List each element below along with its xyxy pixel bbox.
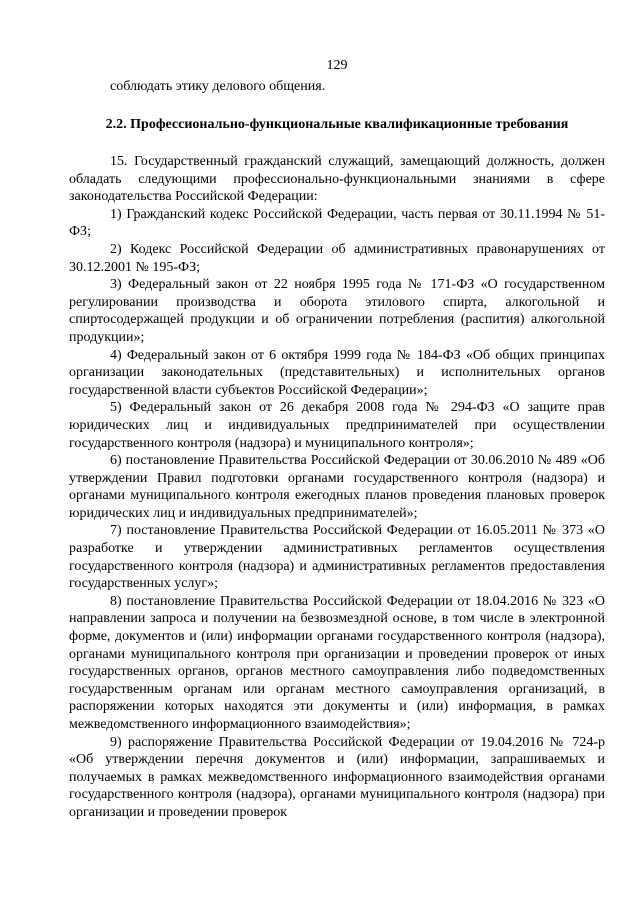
list-item-9: 9) распоряжение Правительства Российской Федерации от 19.04.2016 № 724-р «Об утверждении перечня документов и (или) информации, запрашиваемых и получаемых в рамках межведомственного информационного взаимодействия органами государственного контроля (надзора), органами муниципального контроля (надзора) при организации и проведении проверок [69, 734, 605, 820]
paragraph-15: 15. Государственный гражданский служащий, замещающий должность, должен обладать следующими профессионально-функциональными знаниями в сфере законодательства Российской Федерации: [69, 154, 605, 205]
list-item-6: 6) постановление Правительства Российской Федерации от 30.06.2010 № 489 «Об утверждении Правил подготовки органами государственного контроля (надзора) и органами муниципального контроля ежегодных планов проведения плановых проверок юридических лиц и индивидуальных предпринимателей»; [69, 453, 605, 521]
list-item-4: 4) Федеральный закон от 6 октября 1999 года № 184-ФЗ «Об общих принципах организации законодательных (представительных) и исполнительных органов государственной власти субъектов Российской Федерации»; [69, 347, 605, 398]
section-heading: 2.2. Профессионально-функциональные квалификационные требования [105, 117, 569, 132]
list-item-3: 3) Федеральный закон от 22 ноября 1995 года № 171-ФЗ «О государственном регулировании производства и оборота этилового спирта, алкогольной и спиртосодержащей продукции и об ограничении потребления (распития) алкогольной продукции»; [69, 277, 605, 345]
list-item-8: 8) постановление Правительства Российской Федерации от 18.04.2016 № 323 «О направлении запроса и получении на безвозмездной основе, в том числе в электронной форме, документов и (или) информации органами государственного контроля (надзора), органами муниципального контроля при организации и проведении проверок от иных государственных органов, органов местного самоуправления либо подведомственных государственным органам или органам местного самоуправления организаций, в распоряжении которых находятся эти документы и (или) информация, в рамках межведомственного информационного взаимодействия»; [69, 593, 605, 732]
list-item-5: 5) Федеральный закон от 26 декабря 2008 года № 294-ФЗ «О защите прав юридических лиц и индивидуальных предпринимателей при осуществлении государственного контроля (надзора) и муниципального контроля»; [69, 400, 605, 451]
list-item-2: 2) Кодекс Российской Федерации об административных правонарушениях от 30.12.2001 № 195-ФЗ; [69, 241, 605, 275]
list-item-7: 7) постановление Правительства Российской Федерации от 16.05.2011 № 373 «О разработке и утверждении административных регламентов осуществления государственного контроля (надзора) и административных регламентов предоставления государственных услуг»; [69, 523, 605, 592]
page-number: 129 [326, 58, 348, 73]
body-text [69, 153, 605, 822]
list-item-1: 1) Гражданский кодекс Российской Федерации, часть первая от 30.11.1994 № 51-ФЗ; [69, 206, 605, 240]
continuation-text: соблюдать этику делового общения. [110, 79, 326, 94]
